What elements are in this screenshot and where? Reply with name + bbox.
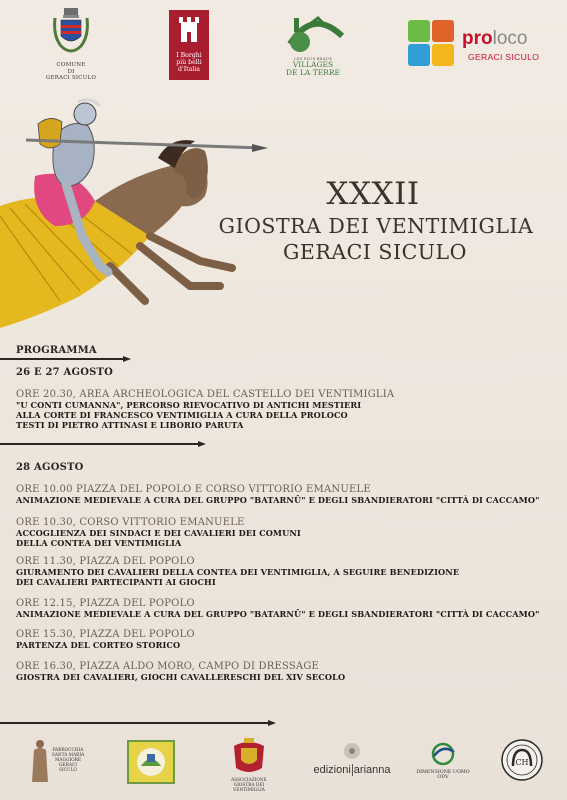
event-item xyxy=(16,517,556,548)
edition-number: XXXII xyxy=(326,176,420,212)
event-item xyxy=(16,556,556,587)
proloco-loco: loco xyxy=(492,28,528,49)
villages-small-text: LES PLUS BEAUX xyxy=(294,56,332,61)
date-heading-1: 26 E 27 AGOSTO xyxy=(16,367,114,378)
villages-big-text-1: VILLAGES xyxy=(292,60,334,69)
giostra-association-caption xyxy=(222,778,276,793)
villages-big-text-2: DE LA TERRE xyxy=(286,68,340,77)
association-badge-logo xyxy=(127,740,175,784)
arianna-word: arianna xyxy=(353,764,391,776)
parrocchia-line-2: SANTA MARIA xyxy=(51,753,85,758)
event-item xyxy=(16,484,556,505)
dimensione-uomo-logo xyxy=(412,742,474,780)
ch-logo xyxy=(500,738,544,786)
proloco-subtitle: GERACI SICULO xyxy=(468,52,540,62)
arianna-flower-icon xyxy=(341,742,363,760)
event-title: GIOSTRA DEI VENTIMIGLIA xyxy=(218,214,534,238)
borghi-line-2: più belli xyxy=(176,59,202,66)
proloco-wordmark xyxy=(462,28,527,50)
event-location: GERACI SICULO xyxy=(283,240,467,264)
divider-lance xyxy=(0,358,125,360)
dimensione-swirl-icon xyxy=(428,742,458,766)
madonna-statue-icon xyxy=(30,738,50,784)
event-detail: GIOSTRA DEI CAVALIERI, GIOCHI CAVALLERESCHI DEL XIV SECOLO xyxy=(16,672,346,682)
event-header: ORE 10.30, CORSO VITTORIO EMANUELE xyxy=(16,517,245,528)
associazione-line-2: GIOSTRA DEI VENTIMIGLIA xyxy=(233,783,265,793)
associazione-line-1: ASSOCIAZIONE xyxy=(231,778,267,783)
event-header: ORE 16.30, PIAZZA ALDO MORO, CAMPO DI DRESSAGE xyxy=(16,661,320,672)
edizioni-arianna-wordmark xyxy=(312,764,392,776)
event-detail: GIURAMENTO DEI CAVALIERI DELLA CONTEA DEI VENTIMIGLIA, A SEGUIRE BENEDIZIONE xyxy=(16,567,460,577)
heraldic-crest-icon xyxy=(232,738,266,774)
event-header: ORE 15.30, PIAZZA DEL POPOLO xyxy=(16,629,195,640)
date-heading-2: 28 AGOSTO xyxy=(16,462,84,473)
giostra-association-logo xyxy=(222,738,276,793)
event-detail: TESTI DI PIETRO ATTINASI E LIBORIO PARUTA xyxy=(16,420,244,430)
event-detail: PARTENZA DEL CORTEO STORICO xyxy=(16,640,181,650)
event-header: ORE 11.30, PIAZZA DEL POPOLO xyxy=(16,556,195,567)
ch-badge-text: CH xyxy=(515,758,529,767)
event-detail: ANIMAZIONE MEDIEVALE A CURA DEL GRUPPO "BATARNÛ" E DEGLI SBANDIERATORI "CITTÀ DI CACCAMO" xyxy=(16,609,540,619)
castle-tower-icon xyxy=(177,14,201,44)
borghi-line-3: d'Italia xyxy=(178,66,200,73)
horseshoe-badge-icon xyxy=(500,738,544,782)
villages-logo xyxy=(278,14,348,77)
event-item xyxy=(16,661,556,682)
programme-heading: PROGRAMMA xyxy=(16,345,97,356)
event-item xyxy=(16,389,556,430)
parrocchia-line-4: GERACI SICULO xyxy=(59,763,77,773)
comune-line-1: COMUNE xyxy=(56,62,86,68)
comune-line-3: GERACI SICULO xyxy=(45,75,97,81)
parrocchia-line-1: PARROCCHIA xyxy=(52,748,84,753)
parrocchia-line-3: MAGGIORE xyxy=(55,758,81,763)
comune-line-2: DI xyxy=(67,68,75,75)
dimensione-caption: DIMENSIONE UOMO ODV xyxy=(416,770,470,780)
proloco-mark-icon xyxy=(408,18,456,66)
divider-lance xyxy=(0,722,270,724)
borghi-line-1: I Borghi xyxy=(176,52,202,59)
divider-lance xyxy=(0,443,200,445)
globe-village-icon xyxy=(280,14,346,52)
event-detail: DEI CAVALIERI PARTECIPANTI AI GIOCHI xyxy=(16,577,216,587)
event-detail: ALLA CORTE DI FRANCESCO VENTIMIGLIA A CURA DELLA PROLOCO xyxy=(16,410,348,420)
comune-crest-icon xyxy=(51,6,91,58)
event-detail: ACCOGLIENZA DEI SINDACI E DEI CAVALIERI DEI COMUNI xyxy=(16,528,301,538)
event-header: ORE 10.00 PIAZZA DEL POPOLO E CORSO VITTORIO EMANUELE xyxy=(16,484,371,495)
event-item xyxy=(16,598,556,619)
association-badge-icon xyxy=(127,740,175,784)
comune-text xyxy=(44,62,98,82)
parrocchia-logo xyxy=(30,738,86,784)
comune-logo xyxy=(44,6,98,82)
event-header: ORE 20.30, AREA ARCHEOLOGICA DEL CASTELLO DEI VENTIMIGLIA xyxy=(16,389,395,400)
event-detail: ANIMAZIONE MEDIEVALE A CURA DEL GRUPPO "BATARNÛ" E DEGLI SBANDIERATORI "CITTÀ DI CACCAMO" xyxy=(16,495,540,505)
event-header: ORE 12.15, PIAZZA DEL POPOLO xyxy=(16,598,195,609)
borghi-text xyxy=(169,52,209,73)
borghi-logo xyxy=(169,10,209,80)
proloco-pro: pro xyxy=(462,28,493,49)
event-detail: DELLA CONTEA DEI VENTIMIGLIA xyxy=(16,538,182,548)
edizioni-word: edizioni xyxy=(313,764,351,776)
proloco-logo xyxy=(408,18,548,68)
edizioni-arianna-logo xyxy=(312,742,392,776)
event-item xyxy=(16,629,556,650)
event-detail: "U CONTI CUMANNA", PERCORSO RIEVOCATIVO DI ANTICHI MESTIERI xyxy=(16,400,362,410)
